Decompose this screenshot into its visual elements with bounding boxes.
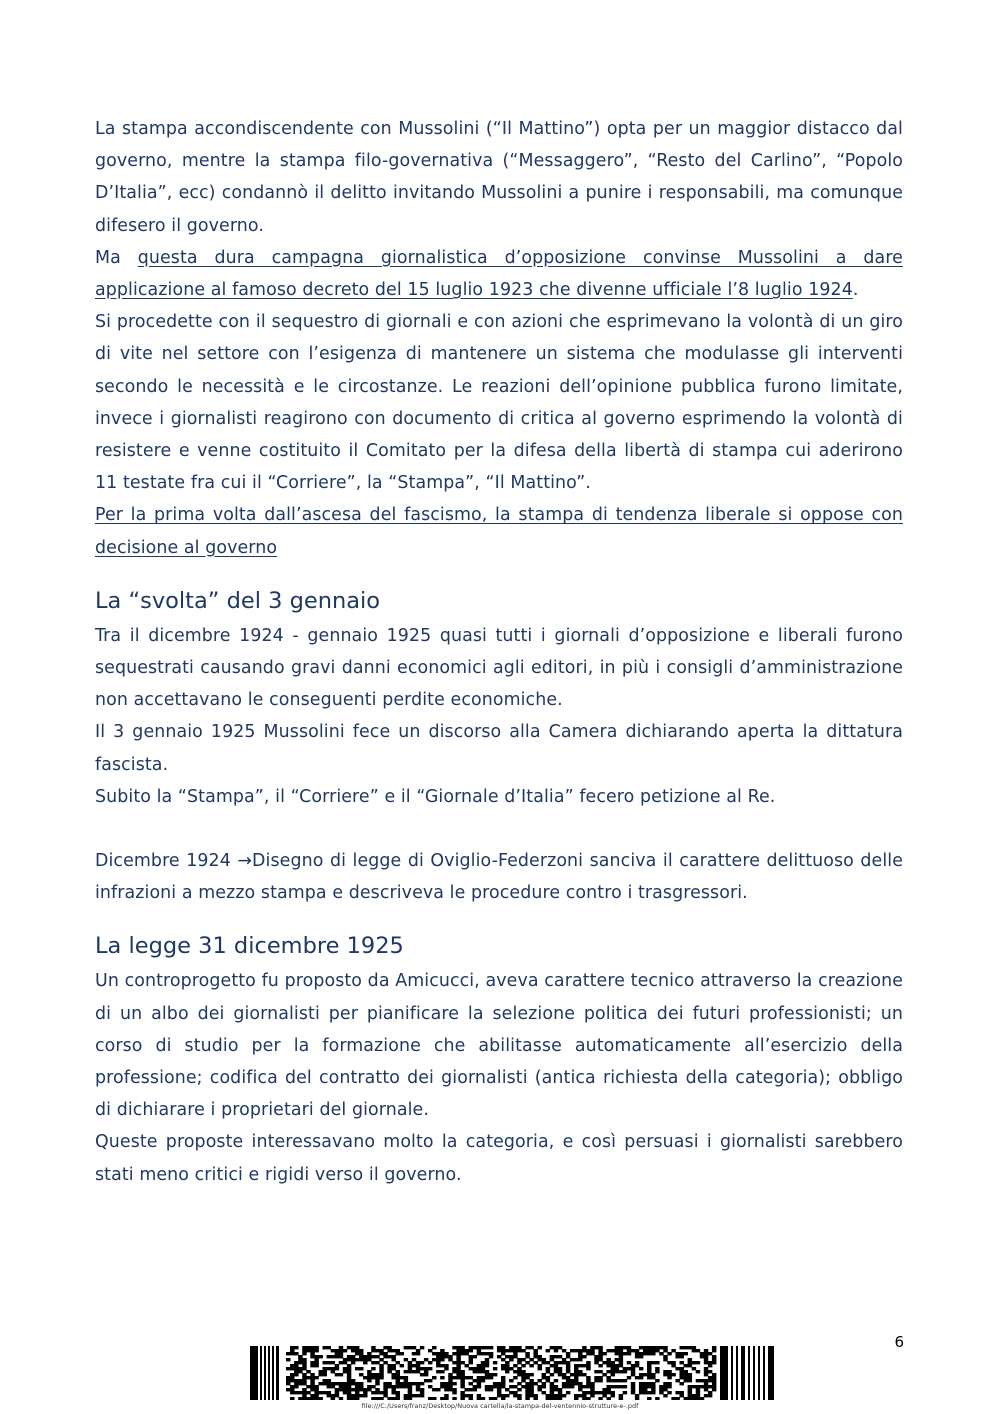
paragraph-proposte-categoria: Queste proposte interessavano molto la categoria, e così persuasi i giornalisti sarebbero stati meno critici e rigidi verso il governo. — [95, 1132, 903, 1185]
underlined-text-prima-volta: Per la prima volta dall’ascesa del fascismo, la stampa di tendenza liberale si oppose con decisione al governo — [95, 505, 903, 558]
underlined-text-decreto: questa dura campagna giornalistica d’opposizione convinse Mussolini a dare applicazione al famoso decreto del 15 luglio 1923 che divenne ufficiale l’8 luglio 1924 — [95, 247, 903, 301]
paragraph-campagna-giornalistica — [95, 242, 903, 306]
paragraph-prefix: Ma — [95, 247, 138, 268]
paragraph-petizione-re: Subito la “Stampa”, il “Corriere” e il “Giornale d’Italia” fecero petizione al Re. — [95, 786, 776, 807]
paragraph-prima-volta — [95, 499, 903, 563]
paragraph-stampa-accondiscendente: La stampa accondiscendente con Mussolini (“Il Mattino”) opta per un maggior distacco dal governo, mentre la stampa filo-governativa (“Messaggero”, “Resto del Carlino”, “Popolo D’Italia”, ecc) condannò il delitto invitando Mussolini a punire i responsabili, ma comunque difesero il governo. — [95, 119, 903, 236]
heading-svolta-3-gennaio: La “svolta” del 3 gennaio — [95, 587, 381, 614]
footer-file-path: file:///C:/Users/franz/Desktop/Nuova cartella/la-stampa-del-ventennio-strutture-e-.pdf — [361, 1402, 639, 1410]
heading-legge-31-dicembre: La legge 31 dicembre 1925 — [95, 933, 404, 960]
document-body — [95, 113, 903, 1191]
paragraph-suffix: . — [852, 280, 859, 301]
paragraph-sequestro-giornali: Si procedette con il sequestro di giornali e con azioni che esprimevano la volontà di un giro di vite nel settore con l’esigenza di mantenere un sistema che modulasse gli interventi secondo le necessità e le circostanze. Le reazioni dell’opinione pubblica furono limitate, invece i giornalisti reagirono con documento di critica al governo esprimendo la volontà di resistere e venne costituito il Comitato per la difesa della libertà di stampa cui aderirono 11 testate fra cui il “Corriere”, la “Stampa”, “Il Mattino”. — [95, 312, 903, 494]
page-number: 6 — [894, 1333, 904, 1351]
paragraph-sequestri-dicembre: Tra il dicembre 1924 - gennaio 1925 quasi tutti i giornali d’opposizione e liberali furono sequestrati causando gravi danni economici agli editori, in più i consigli d’amministrazione non accettavano le conseguenti perdite economiche. — [95, 625, 903, 711]
blank-line — [95, 813, 903, 845]
paragraph-discorso-camera: Il 3 gennaio 1925 Mussolini fece un discorso alla Camera dichiarando aperta la dittatura fascista. — [95, 722, 903, 775]
paragraph-oviglio-federzoni: Dicembre 1924 →Disegno di legge di Oviglio-Federzoni sanciva il carattere delittuoso delle infrazioni a mezzo stampa e descriveva le procedure contro i trasgressori. — [95, 851, 903, 904]
pdf417-barcode-icon — [250, 1346, 776, 1400]
paragraph-controprogetto-amicucci: Un controprogetto fu proposto da Amicucci, aveva carattere tecnico attraverso la creazione di un albo dei giornalisti per pianificare la selezione politica dei futuri professionisti; un corso di studio per la formazione che abilitasse automaticamente all’esercizio della professione; codifica del contratto dei giornalisti (antica richiesta della categoria); obbligo di dichiarare i proprietari del giornale. — [95, 971, 903, 1121]
